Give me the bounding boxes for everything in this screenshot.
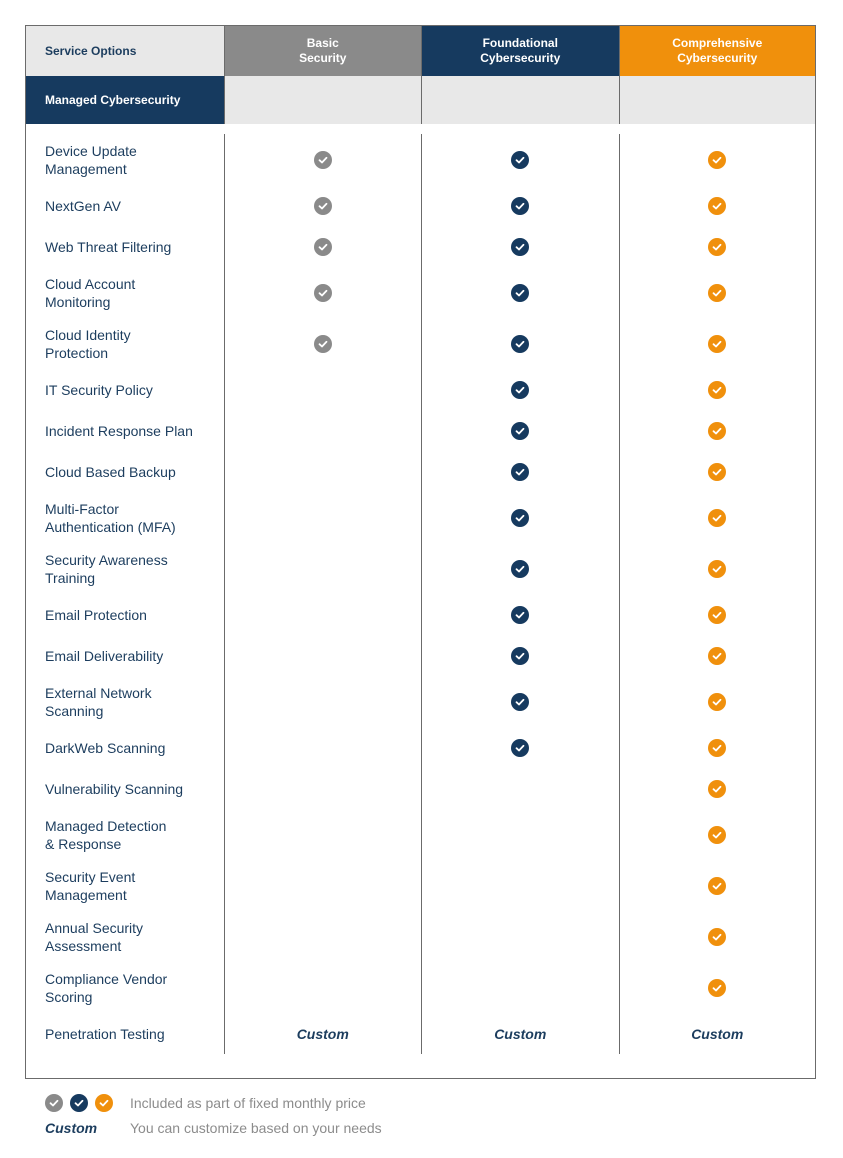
feature-label-line: Authentication (MFA) [45,518,176,535]
feature-label-line: Scoring [45,988,93,1005]
feature-label [26,635,224,676]
check-circle-icon [708,877,726,895]
check-circle-icon [708,151,726,169]
basic-cell [225,594,422,635]
feature-label-line: Web Threat Filtering [45,238,172,255]
comprehensive-cell [620,860,816,911]
foundational-column [421,134,619,1054]
feature-label [26,594,224,635]
feature-label-line: Compliance Vendor [45,970,168,987]
basic-cell [225,369,422,410]
basic-cell [225,860,422,911]
feature-label-line: DarkWeb Scanning [45,739,166,756]
section-cell-foundational [421,76,618,124]
feature-label-line: Cloud Account [45,275,136,292]
feature-label [26,492,224,543]
check-circle-icon [314,335,332,353]
feature-label-line: Email Protection [45,606,147,623]
check-circle-icon [511,197,529,215]
comprehensive-cell [620,676,816,727]
comprehensive-cell [620,635,816,676]
foundational-cell [422,911,619,962]
tier-header-basic: Basic Security [224,26,421,76]
section-title: Managed Cybersecurity [26,76,224,124]
legend-custom [45,1118,382,1138]
comprehensive-cell [620,727,816,768]
basic-cell [225,676,422,727]
foundational-cell [422,962,619,1013]
foundational-cell [422,1013,619,1054]
section-cell-comprehensive [619,76,815,124]
basic-cell [225,635,422,676]
comprehensive-cell [620,451,816,492]
basic-cell [225,451,422,492]
feature-label-line: Email Deliverability [45,647,164,664]
feature-label-line: Protection [45,344,109,361]
check-circle-icon [511,381,529,399]
foundational-cell [422,318,619,369]
foundational-cell [422,185,619,226]
check-circle-icon [708,606,726,624]
check-circle-icon [708,928,726,946]
comprehensive-cell [620,543,816,594]
feature-label-line: Security Awareness [45,551,168,568]
comprehensive-cell [620,492,816,543]
legend-included [45,1093,382,1113]
feature-label [26,962,224,1013]
comprehensive-cell [620,185,816,226]
foundational-cell [422,492,619,543]
feature-label-line: & Response [45,835,122,852]
basic-cell [225,543,422,594]
tier-header-comprehensive: Comprehensive Cybersecurity [619,26,815,76]
legend-custom-text: You can customize based on your needs [130,1120,382,1136]
comprehensive-cell [620,267,816,318]
feature-label-line: Security Event [45,868,136,885]
check-circle-icon [45,1094,63,1112]
legend [45,1093,382,1143]
feature-label [26,1013,224,1054]
comprehensive-cell [620,410,816,451]
basic-cell [225,962,422,1013]
check-circle-icon [511,509,529,527]
check-circle-icon [708,826,726,844]
feature-label-line: Management [45,160,127,177]
check-circle-icon [708,509,726,527]
check-circle-icon [511,739,529,757]
check-circle-icon [708,780,726,798]
foundational-cell [422,543,619,594]
feature-label-line: External Network [45,684,152,701]
check-circle-icon [511,422,529,440]
basic-cell [225,134,422,185]
check-circle-icon [95,1094,113,1112]
feature-label [26,410,224,451]
feature-label [26,134,224,185]
feature-label-line: Training [45,569,96,586]
check-circle-icon [511,284,529,302]
check-circle-icon [314,238,332,256]
foundational-cell [422,860,619,911]
legend-included-text: Included as part of fixed monthly price [130,1095,366,1111]
comprehensive-cell [620,226,816,267]
check-circle-icon [708,422,726,440]
table-header [26,26,815,76]
basic-cell [225,768,422,809]
feature-label [26,676,224,727]
feature-label-line: Penetration Testing [45,1025,165,1042]
check-circle-icon [511,463,529,481]
check-circle-icon [511,238,529,256]
check-circle-icon [708,284,726,302]
comprehensive-cell [620,134,816,185]
basic-cell [225,410,422,451]
check-circle-icon [511,151,529,169]
foundational-cell [422,727,619,768]
basic-cell [225,318,422,369]
foundational-cell [422,809,619,860]
feature-label-line: Cloud Identity [45,326,131,343]
basic-column [224,134,422,1054]
check-circle-icon [511,335,529,353]
foundational-cell [422,451,619,492]
feature-label-line: Vulnerability Scanning [45,780,184,797]
foundational-cell [422,226,619,267]
feature-label-line: Annual Security [45,919,144,936]
check-circle-icon [511,647,529,665]
check-circle-icon [708,647,726,665]
basic-cell [225,267,422,318]
check-circle-icon [708,335,726,353]
comprehensive-cell [620,1013,816,1054]
comprehensive-column [619,134,816,1054]
feature-label [26,226,224,267]
check-circle-icon [314,197,332,215]
basic-cell [225,1013,422,1054]
check-circle-icon [314,151,332,169]
foundational-cell [422,676,619,727]
feature-label-line: Cloud Based Backup [45,463,176,480]
feature-label-line: Multi-Factor [45,500,119,517]
feature-label [26,267,224,318]
feature-label [26,318,224,369]
feature-label [26,451,224,492]
check-circle-icon [708,739,726,757]
check-circle-icon [511,693,529,711]
feature-label-line: Managed Detection [45,817,167,834]
check-circle-icon [708,463,726,481]
custom-label: Custom [296,1025,349,1042]
comprehensive-cell [620,594,816,635]
custom-label: Custom [691,1025,744,1042]
basic-cell [225,492,422,543]
foundational-cell [422,768,619,809]
comprehensive-cell [620,318,816,369]
basic-cell [225,727,422,768]
comprehensive-cell [620,809,816,860]
feature-label-line: Management [45,886,127,903]
check-circle-icon [708,381,726,399]
legend-custom-label: Custom [45,1120,98,1136]
feature-label [26,768,224,809]
basic-cell [225,226,422,267]
foundational-cell [422,635,619,676]
feature-label [26,369,224,410]
foundational-cell [422,410,619,451]
feature-label [26,543,224,594]
service-comparison-table [25,25,816,1079]
comprehensive-cell [620,962,816,1013]
basic-cell [225,911,422,962]
basic-cell [225,185,422,226]
comprehensive-cell [620,369,816,410]
tier-header-foundational: Foundational Cybersecurity [421,26,618,76]
check-circle-icon [708,197,726,215]
feature-label-line: NextGen AV [45,197,122,214]
foundational-cell [422,267,619,318]
feature-label [26,185,224,226]
foundational-cell [422,369,619,410]
feature-labels-column [26,134,224,1054]
foundational-cell [422,134,619,185]
feature-label [26,860,224,911]
comprehensive-cell [620,911,816,962]
feature-label-line: Scanning [45,702,104,719]
service-options-header: Service Options [26,26,224,76]
feature-label [26,911,224,962]
feature-label-line: Incident Response Plan [45,422,193,439]
check-circle-icon [314,284,332,302]
feature-label [26,727,224,768]
feature-label [26,809,224,860]
feature-label-line: Assessment [45,937,122,954]
table-body [26,124,815,1078]
check-circle-icon [511,606,529,624]
check-circle-icon [70,1094,88,1112]
check-circle-icon [708,979,726,997]
basic-cell [225,809,422,860]
check-circle-icon [708,693,726,711]
feature-label-line: Device Update [45,142,137,159]
check-circle-icon [511,560,529,578]
section-cell-basic [224,76,421,124]
comprehensive-cell [620,768,816,809]
custom-label: Custom [494,1025,547,1042]
feature-label-line: Monitoring [45,293,111,310]
feature-label-line: IT Security Policy [45,381,153,398]
foundational-cell [422,594,619,635]
check-circle-icon [708,560,726,578]
section-header [26,76,815,124]
check-circle-icon [708,238,726,256]
